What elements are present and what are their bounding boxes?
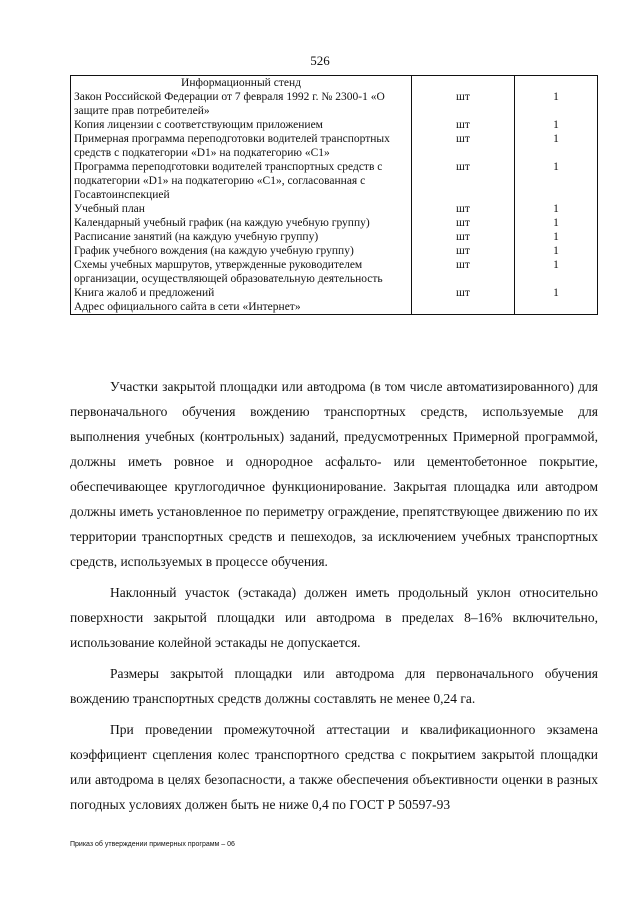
unit-cell: шт xyxy=(412,202,515,216)
table-row xyxy=(71,132,598,160)
quantity-cell xyxy=(515,76,598,91)
unit-cell: шт xyxy=(412,132,515,160)
unit-cell: шт xyxy=(412,230,515,244)
quantity-cell: 1 xyxy=(515,118,598,132)
equipment-table xyxy=(70,75,598,315)
quantity-cell: 1 xyxy=(515,132,598,160)
item-cell: Программа переподготовки водителей транспортных средств с подкатегории «D1» на подкатегорию «C1», согласованная с Госавтоинспекцией xyxy=(71,160,412,202)
unit-cell xyxy=(412,76,515,91)
unit-cell: шт xyxy=(412,118,515,132)
item-cell: График учебного вождения (на каждую учебную группу) xyxy=(71,244,412,258)
item-cell: Копия лицензии с соответствующим приложением xyxy=(71,118,412,132)
item-cell: Расписание занятий (на каждую учебную группу) xyxy=(71,230,412,244)
quantity-cell xyxy=(515,300,598,315)
quantity-cell: 1 xyxy=(515,286,598,300)
unit-cell: шт xyxy=(412,286,515,300)
table-row xyxy=(71,76,598,91)
quantity-cell: 1 xyxy=(515,230,598,244)
table-row xyxy=(71,160,598,202)
paragraph: Наклонный участок (эстакада) должен иметь продольный уклон относительно поверхности закрытой площадки или автодрома в пределах 8–16% включительно, использование колейной эстакады не допускается. xyxy=(70,585,598,650)
item-cell: Примерная программа переподготовки водителей транспортных средств с подкатегории «D1» на подкатегорию «C1» xyxy=(71,132,412,160)
unit-cell: шт xyxy=(412,258,515,286)
table-row xyxy=(71,244,598,258)
item-cell: Учебный план xyxy=(71,202,412,216)
unit-cell: шт xyxy=(412,216,515,230)
table-row xyxy=(71,258,598,286)
item-cell: Закон Российской Федерации от 7 февраля 1992 г. № 2300-1 «О защите прав потребителей» xyxy=(71,90,412,118)
table-row xyxy=(71,202,598,216)
unit-cell xyxy=(412,300,515,315)
unit-cell: шт xyxy=(412,244,515,258)
quantity-cell: 1 xyxy=(515,244,598,258)
quantity-cell: 1 xyxy=(515,160,598,202)
paragraph: Размеры закрытой площадки или автодрома для первоначального обучения вождению транспортных средств должны составлять не менее 0,24 га. xyxy=(70,666,598,706)
table-row xyxy=(71,300,598,315)
unit-cell: шт xyxy=(412,160,515,202)
page-number: 526 xyxy=(310,53,330,68)
item-cell: Адрес официального сайта в сети «Интернет» xyxy=(71,300,412,315)
table-row xyxy=(71,216,598,230)
table-row xyxy=(71,90,598,118)
quantity-cell: 1 xyxy=(515,202,598,216)
item-cell: Схемы учебных маршрутов, утвержденные руководителем организации, осуществляющей образовательную деятельность xyxy=(71,258,412,286)
quantity-cell: 1 xyxy=(515,90,598,118)
paragraph: Участки закрытой площадки или автодрома (в том числе автоматизированного) для первоначального обучения вождению транспортных средств, используемые для выполнения учебных (контрольных) заданий, предусмотренных Примерной программой, должны иметь ровное и однородное асфальто- или цементобетонное покрытие, обеспечивающее круглогодичное функционирование. Закрытая площадка или автодром должны иметь установленное по периметру ограждение, препятствующее движению по их территории транспортных средств и пешеходов, за исключением учебных транспортных средств, используемых в процессе обучения. xyxy=(70,379,598,569)
item-cell: Информационный стенд xyxy=(71,76,412,91)
table-row xyxy=(71,230,598,244)
item-cell: Книга жалоб и предложений xyxy=(71,286,412,300)
footer-note: Приказ об утверждении примерных программ – 06 xyxy=(70,841,235,848)
quantity-cell: 1 xyxy=(515,258,598,286)
paragraph: При проведении промежуточной аттестации и квалификационного экзамена коэффициент сцепления колес транспортного средства с покрытием закрытой площадки или автодрома в целях безопасности, а также обеспечения объективности оценки в разных погодных условиях должен быть не ниже 0,4 по ГОСТ Р 50597-93 xyxy=(70,722,598,812)
item-cell: Календарный учебный график (на каждую учебную группу) xyxy=(71,216,412,230)
body-text xyxy=(70,374,598,823)
table-row xyxy=(71,118,598,132)
table-row xyxy=(71,286,598,300)
unit-cell: шт xyxy=(412,90,515,118)
quantity-cell: 1 xyxy=(515,216,598,230)
